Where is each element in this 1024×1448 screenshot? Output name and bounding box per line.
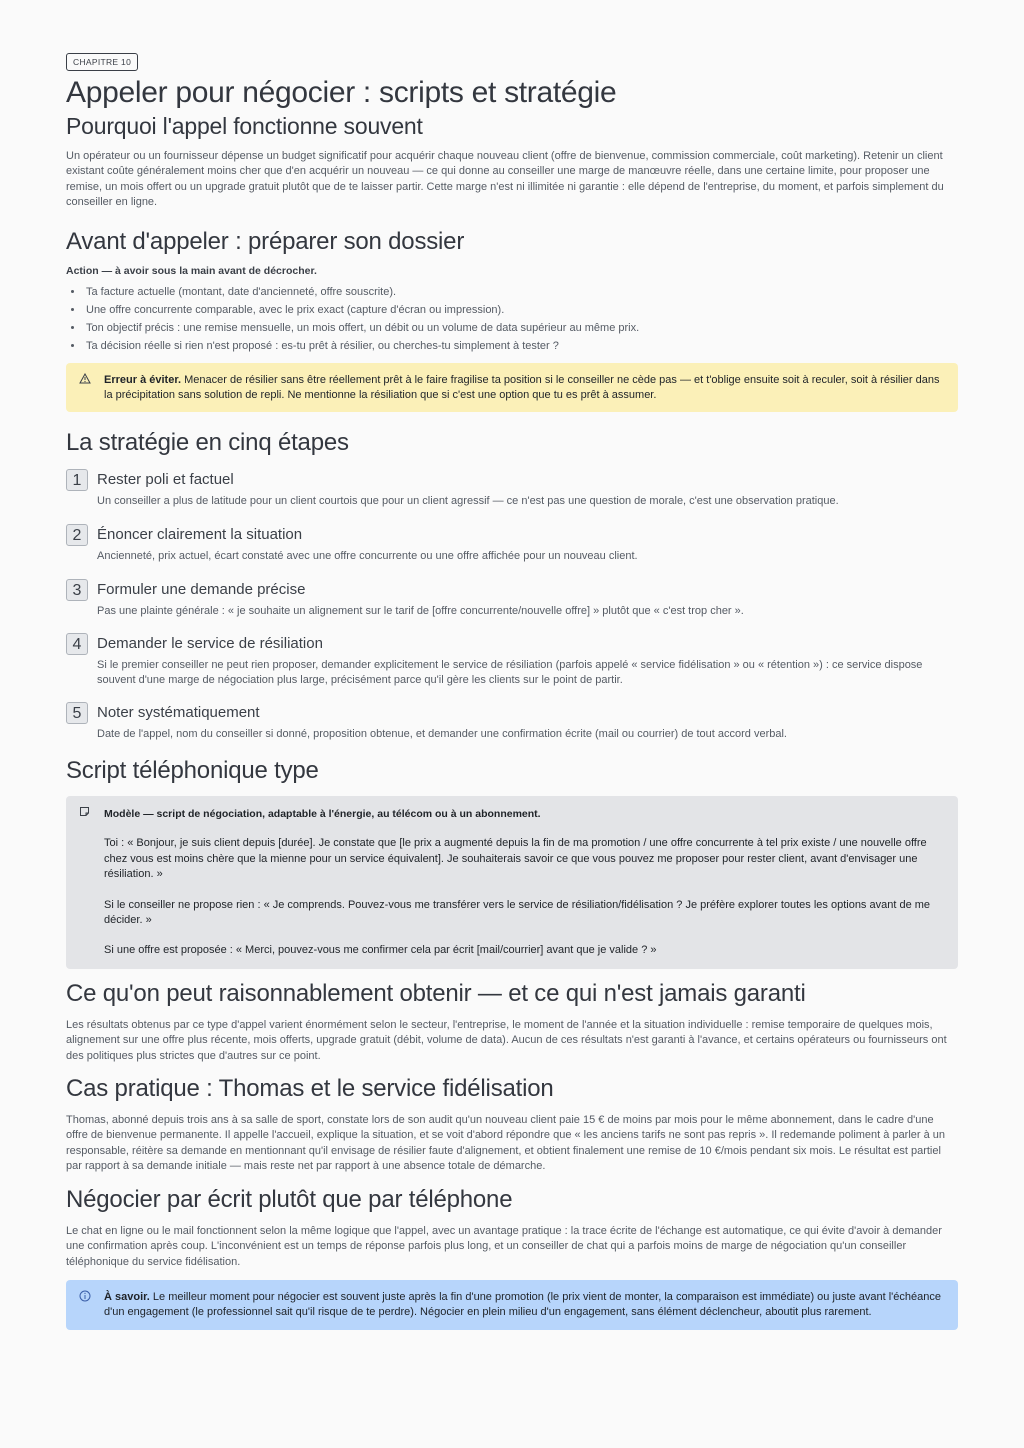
step-title: Demander le service de résiliation: [97, 635, 323, 653]
section-text-case: Thomas, abonné depuis trois ans à sa salle de sport, constate lors de son audit qu'un nouveau client paie 15 € de moins par mois pour le même abonnement, dans le cadre d'une offre de bienvenue permanente. Il appelle l'accueil, explique la situation, et se voit d'abord répondre que « les anciens tarifs ne sont pas repris ». Il redemande poliment à parler à un responsable, réitère sa demande en mentionnant qu'il envisage de résilier faute d'alignement, et obtient finalement une remise de 10 €/mois pendant six mois. Le résultat est partiel par rapport à sa demande initiale — mais reste net par rapport à une absence totale de démarche.: [66, 1114, 946, 1173]
step-number: 3: [66, 579, 88, 601]
step-item: [66, 701, 958, 742]
section-written: [66, 1185, 958, 1330]
step-title: Formuler une demande précise: [97, 580, 306, 598]
script-paragraph: Si le conseiller ne propose rien : « Je comprends. Pouvez-vous me transférer vers le service de résiliation/fidélisation ? Je préfère explorer toutes les options avant de me décider. »: [104, 898, 931, 927]
step-description: Un conseiller a plus de latitude pour un client courtois que pour un client agressif — ce n'est pas une question de morale, c'est une observation pratique.: [97, 495, 839, 508]
step-description: Si le premier conseiller ne peut rien proposer, demander explicitement le service de résiliation (parfois appelé « service fidélisation » ou « rétention ») : ce service dispose souvent d'une marge de négociation plus large, précisément parce qu'il gère les clients sur le point de partir.: [97, 659, 923, 686]
warning-callout: [66, 363, 958, 413]
step-description: Ancienneté, prix actuel, écart constaté avec une offre concurrente ou une offre affichée pour un nouveau client.: [97, 550, 638, 563]
step-number: 5: [66, 702, 88, 724]
section-script: [66, 756, 958, 969]
section-heading-case: Cas pratique : Thomas et le service fidélisation: [66, 1075, 554, 1103]
chapter-tag: CHAPITRE 10: [66, 53, 138, 71]
step-description: Date de l'appel, nom du conseiller si donné, proposition obtenue, et demander une confirmation écrite (mail ou courrier) de tout accord verbal.: [97, 728, 787, 741]
page-title: Appeler pour négocier : scripts et stratégie: [66, 76, 617, 109]
list-item: • Une offre concurrente comparable, avec le prix exact (capture d'écran ou impression).: [84, 301, 958, 319]
step-title: Rester poli et factuel: [97, 471, 234, 489]
prepare-list: [66, 283, 958, 355]
section-case: [66, 1074, 958, 1175]
section-heading-script: Script téléphonique type: [66, 757, 319, 784]
info-text: Le meilleur moment pour négocier est souvent juste après la fin d'une promotion (le prix vient de monter, la comparaison est immédiate) ou juste avant l'échéance d'un engagement (le professionnel sait qu'il risque de te perdre). Négocier en plein milieu d'un engagement, sans élément déclencheur, aboutit plus rarement.: [104, 1290, 941, 1319]
section-strategy: [66, 428, 958, 742]
section-heading-written: Négocier par écrit plutôt que par téléphone: [66, 1185, 513, 1213]
list-item: • Ton objectif précis : une remise mensuelle, un mois offert, un débit ou un volume de data supérieur au même prix.: [84, 319, 958, 337]
steps-list: [66, 468, 958, 742]
warning-text: Menacer de résilier sans être réellement prêt à le faire fragilise ta position si le conseiller ne cède pas — et t'oblige ensuite soit à reculer, soit à résilier dans la précipitation sans solution de repli. Ne mentionne la résiliation que si c'est une option que tu es prêt à assumer.: [104, 373, 940, 402]
section-heading-strategy: La stratégie en cinq étapes: [66, 429, 349, 457]
step-item: [66, 523, 958, 564]
step-number: 4: [66, 633, 88, 655]
warning-label: Erreur à éviter.: [104, 373, 182, 386]
section-heading-obtain: Ce qu'on peut raisonnablement obtenir — et ce qui n'est jamais garanti: [66, 979, 806, 1007]
list-item: • Ta facture actuelle (montant, date d'ancienneté, offre souscrite).: [84, 283, 958, 301]
step-description: Pas une plainte générale : « je souhaite un alignement sur le tarif de [offre concurrente/nouvelle offre] » plutôt que « c'est trop cher ».: [97, 604, 744, 617]
model-title: Modèle — script de négociation, adaptable à l'énergie, au télécom ou à un abonnement.: [104, 808, 541, 820]
info-callout: [66, 1280, 958, 1330]
section-text-why: Un opérateur ou un fournisseur dépense un budget significatif pour acquérir chaque nouveau client (offre de bienvenue, commission commerciale, coût marketing). Retenir un client existant coûte généralement moins cher que d'en acquérir un nouveau — ce qui donne au conseiller une marge de manœuvre réelle, dans une certaine limite, pour proposer une remise, un mois offert ou un upgrade gratuit plutôt que de te laisser partir. Cette marge n'est ni illimitée ni garantie : elle dépend de l'entreprise, du moment, et parfois simplement du conseiller en ligne.: [66, 150, 944, 209]
section-text-obtain: Les résultats obtenus par ce type d'appel varient énormément selon le secteur, l'entreprise, le moment de l'année et la situation individuelle : remise temporaire de quelques mois, alignement sur une offre plus récente, mois offerts, upgrade gratuit (débit, volume de data). Aucun de ces résultats n'est garanti à l'avance, et certains opérateurs ou fournisseurs ont des politiques plus strictes que d'autres sur ce point.: [66, 1018, 947, 1062]
step-number: 2: [66, 524, 88, 546]
info-circle-icon: [79, 1290, 91, 1307]
info-label: À savoir.: [104, 1290, 150, 1303]
script-model-box: [66, 796, 958, 969]
action-title: Action — à avoir sous la main avant de décrocher.: [66, 264, 317, 277]
step-title: Énoncer clairement la situation: [97, 526, 303, 544]
step-number: 1: [66, 469, 88, 491]
step-item: [66, 468, 958, 509]
section-heading-why: Pourquoi l'appel fonctionne souvent: [66, 113, 423, 139]
list-item: • Ta décision réelle si rien n'est proposé : es-tu prêt à résilier, ou cherches-tu simplement à tester ?: [84, 337, 958, 355]
section-text-written: Le chat en ligne ou le mail fonctionnent selon la même logique que l'appel, avec un avantage pratique : la trace écrite de l'échange est automatique, ce qui évite d'avoir à demander une confirmation après coup. L'inconvénient est un temps de réponse parfois plus long, et un conseiller de chat qui a parfois moins de marge de négociation qu'un conseiller téléphonique du service fidélisation.: [66, 1224, 942, 1268]
warning-triangle-icon: [79, 373, 91, 389]
section-obtain: [66, 979, 958, 1064]
step-item: [66, 632, 958, 687]
note-icon: [79, 806, 90, 822]
section-prepare: [66, 227, 958, 413]
script-paragraph: Si une offre est proposée : « Merci, pouvez-vous me confirmer cela par écrit [mail/courrier] avant que je valide ? »: [104, 944, 657, 957]
step-item: [66, 578, 958, 619]
script-paragraph: Toi : « Bonjour, je suis client depuis [durée]. Je constate que [le prix a augmenté depuis la fin de ma promotion / une offre concurrente à tel prix existe / une nouvelle offre chez vous est moins chère que la mienne pour un service équivalent]. Je souhaiterais savoir ce que vous pouvez me proposer pour rester client, avant d'envisager une résiliation. »: [104, 837, 927, 881]
step-title: Noter systématiquement: [97, 704, 260, 722]
section-heading-prepare: Avant d'appeler : préparer son dossier: [66, 227, 465, 255]
